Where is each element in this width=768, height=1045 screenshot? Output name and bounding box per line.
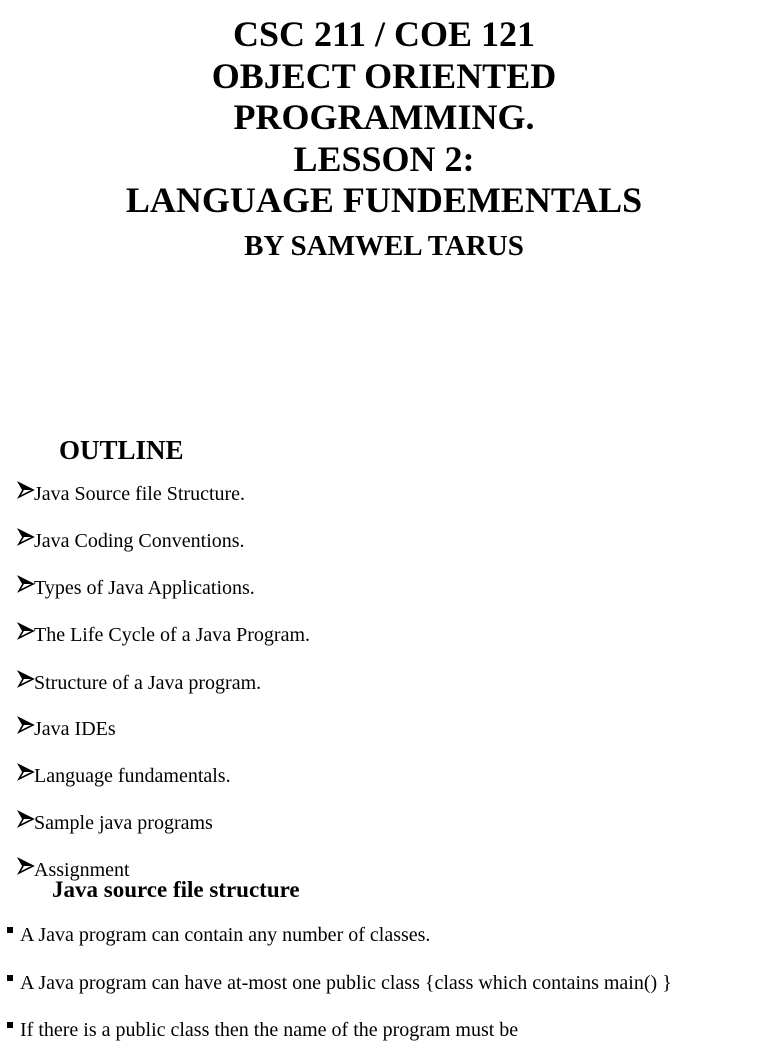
author: BY SAMWEL TARUS <box>244 229 524 262</box>
list-item <box>7 968 672 998</box>
outline-item <box>18 620 310 650</box>
course-title-line-1: OBJECT ORIENTED <box>211 55 557 96</box>
lesson-title: LANGUAGE FUNDEMENTALS <box>125 180 643 220</box>
square-bullet-icon <box>7 975 13 981</box>
list-item <box>7 1015 518 1045</box>
outline-item <box>18 761 231 791</box>
title-slide <box>0 14 768 266</box>
outline-item <box>18 526 245 556</box>
outline-item-label: Java Coding Conventions. <box>34 530 245 552</box>
outline-item <box>18 479 245 509</box>
arrow-bullet-icon <box>18 575 34 593</box>
outline-item-label: Assignment <box>34 859 130 881</box>
outline-item-label: The Life Cycle of a Java Program. <box>34 624 311 646</box>
arrow-bullet-icon <box>18 857 34 875</box>
outline-item-label: Sample java programs <box>34 812 213 834</box>
list-item-text: A Java program can contain any number of classes. <box>20 924 431 946</box>
list-item-text: A Java program can have at-most one public class {class which contains main() } <box>20 972 672 994</box>
source-structure-list <box>0 912 768 1041</box>
outline-item-label: Structure of a Java program. <box>34 672 262 694</box>
course-code: CSC 211 / COE 121 <box>232 14 536 54</box>
outline-item <box>18 573 255 603</box>
arrow-bullet-icon <box>18 810 34 828</box>
list-item-text: If there is a public class then the name of the program must be <box>20 1019 519 1041</box>
arrow-bullet-icon <box>18 528 34 546</box>
outline-item <box>18 808 213 838</box>
arrow-bullet-icon <box>18 481 34 499</box>
arrow-bullet-icon <box>18 622 34 640</box>
outline-item-label: Language fundamentals. <box>34 765 231 787</box>
section-heading: Java source file structure <box>52 877 300 902</box>
outline-item-label: Java Source file Structure. <box>34 483 246 505</box>
lesson-number: LESSON 2: <box>293 138 475 179</box>
outline-item-label: Java IDEs <box>34 718 116 740</box>
outline-heading: OUTLINE <box>59 435 184 465</box>
outline-list <box>0 474 768 881</box>
outline-item-label: Types of Java Applications. <box>34 577 255 599</box>
arrow-bullet-icon <box>18 763 34 781</box>
arrow-bullet-icon <box>18 716 34 734</box>
outline-item <box>18 668 261 698</box>
square-bullet-icon <box>7 927 13 933</box>
list-item <box>7 920 430 950</box>
course-title-line-2: PROGRAMMING. <box>233 97 535 137</box>
arrow-bullet-icon <box>18 670 34 688</box>
square-bullet-icon <box>7 1022 13 1028</box>
outline-item <box>18 714 116 744</box>
